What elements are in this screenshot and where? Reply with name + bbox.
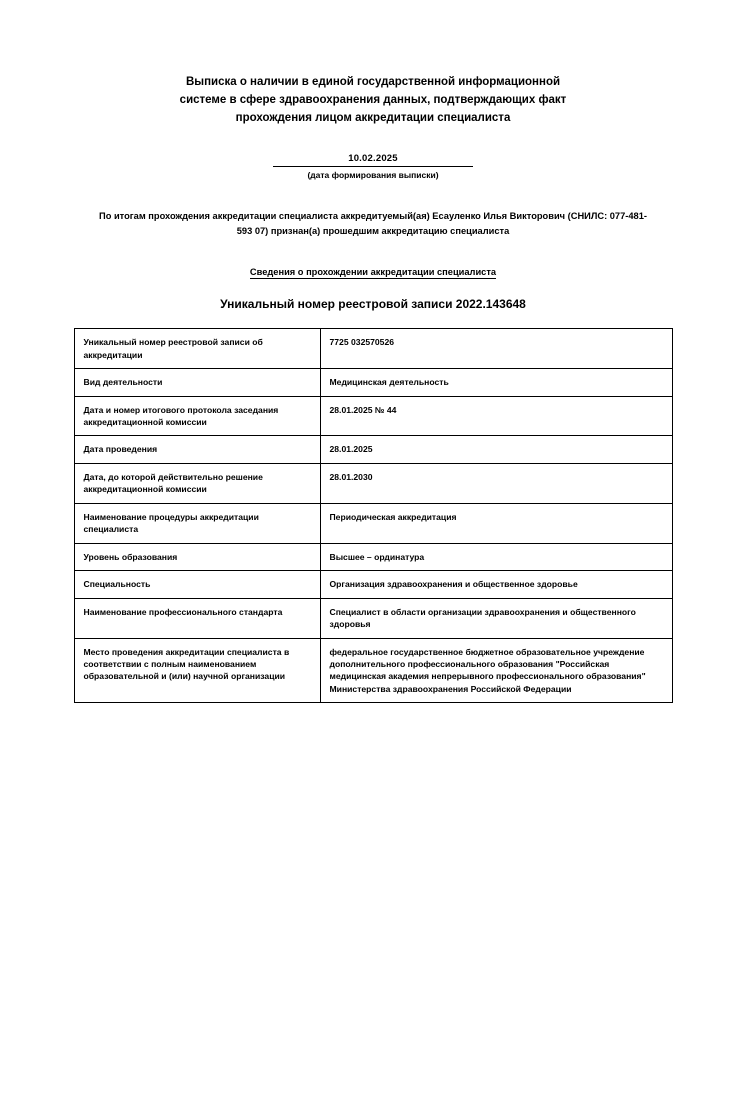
row-value: 28.01.2025 № 44 [320, 396, 672, 436]
table-row [74, 396, 672, 436]
row-value: 7725 032570526 [320, 329, 672, 369]
row-value: Высшее – ординатура [320, 543, 672, 570]
row-value: Периодическая аккредитация [320, 503, 672, 543]
row-value: Организация здравоохранения и общественное здоровье [320, 571, 672, 598]
record-number-heading: Уникальный номер реестровой записи 2022.143648 [220, 297, 526, 312]
table-row [74, 571, 672, 598]
row-label: Вид деятельности [74, 369, 320, 396]
document-title-line-3: прохождения лицом аккредитации специалиста [235, 111, 511, 124]
row-label: Уровень образования [74, 543, 320, 570]
row-value: 28.01.2030 [320, 463, 672, 503]
accreditation-details-table [74, 328, 673, 703]
document-title-line-1: Выписка о наличии в единой государственной информационной [185, 76, 561, 88]
row-value: 28.01.2025 [320, 436, 672, 463]
table-row [74, 543, 672, 570]
row-value: Медицинская деятельность [320, 369, 672, 396]
table-row [74, 638, 672, 703]
form-date-value: 10.02.2025 [273, 153, 473, 167]
document-title-line-2: системе в сфере здравоохранения данных, подтверждающих факт [179, 93, 567, 106]
table-row [74, 369, 672, 396]
row-label: Наименование профессионального стандарта [74, 598, 320, 638]
accreditation-result-paragraph: По итогам прохождения аккредитации специалиста аккредитуемый(ая) Есауленко Илья Викторович (СНИЛС: 077-481-593 07) признан(а) прошедшим аккредитацию специалиста [99, 211, 647, 237]
row-label: Дата и номер итогового протокола заседания аккредитационной комиссии [74, 396, 320, 436]
table-row [74, 436, 672, 463]
row-label: Место проведения аккредитации специалиста в соответствии с полным наименованием образовательной и (или) научной организации [74, 638, 320, 703]
row-label: Специальность [74, 571, 320, 598]
row-value: федеральное государственное бюджетное образовательное учреждение дополнительного профессионального образования "Российская медицинская академия непрерывного профессионального образования" Министерства здравоохранения Российской Федерации [320, 638, 672, 703]
row-label: Дата, до которой действительно решение аккредитационной комиссии [74, 463, 320, 503]
table-row [74, 463, 672, 503]
document-title [173, 74, 573, 127]
row-value: Специалист в области организации здравоохранения и общественного здоровья [320, 598, 672, 638]
row-label: Наименование процедуры аккредитации специалиста [74, 503, 320, 543]
table-row [74, 503, 672, 543]
form-date-caption: (дата формирования выписки) [307, 170, 439, 181]
form-date-block [273, 153, 473, 180]
table-row [74, 598, 672, 638]
row-label: Уникальный номер реестровой записи об аккредитации [74, 329, 320, 369]
document-page [0, 74, 746, 1103]
row-label: Дата проведения [74, 436, 320, 463]
section-heading [93, 267, 653, 277]
section-heading-text: Сведения о прохождении аккредитации специалиста [249, 267, 497, 278]
table-row [74, 329, 672, 369]
